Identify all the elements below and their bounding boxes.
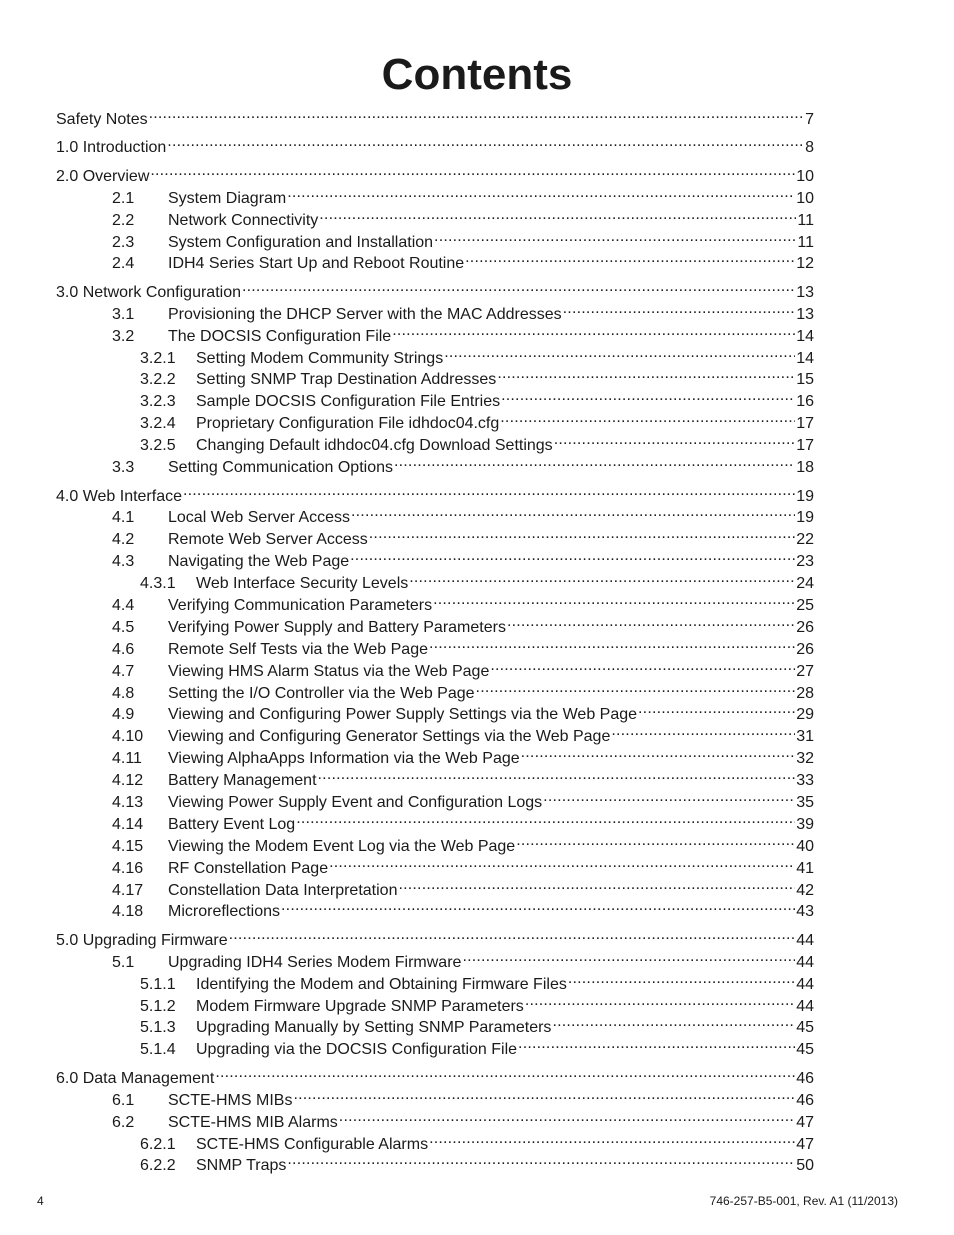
toc-entry-title: Upgrading Manually by Setting SNMP Parameters — [196, 1019, 552, 1037]
toc-entry-page: 27 — [796, 662, 814, 680]
toc-dot-leader — [552, 1011, 795, 1033]
toc-entry-title: Provisioning the DHCP Server with the MAC Addresses — [168, 305, 562, 323]
toc-entry-number: 5.1.4 — [140, 1041, 176, 1059]
toc-entry-title: Viewing AlphaApps Information via the Web Page — [168, 750, 520, 768]
toc-entry-title: Verifying Power Supply and Battery Parameters — [168, 618, 506, 636]
toc-dot-leader — [351, 501, 795, 523]
toc-entry-page: 32 — [796, 750, 814, 768]
toc-entry-page: 7 — [805, 110, 814, 128]
toc-entry-page: 44 — [796, 997, 814, 1015]
toc-dot-leader — [465, 247, 795, 269]
toc-entry-title: Viewing the Modem Event Log via the Web Page — [168, 837, 516, 855]
toc-dot-leader — [369, 522, 795, 544]
toc-dot-leader — [287, 1149, 795, 1171]
toc-entry-page: 19 — [796, 487, 814, 505]
toc-entry-number: 4.1 — [112, 509, 135, 527]
toc-entry-page: 47 — [796, 1113, 814, 1131]
toc-entry-title: Safety Notes — [56, 110, 148, 128]
toc-entry-number: 3.2.2 — [140, 371, 176, 389]
toc-entry-page: 28 — [796, 684, 814, 702]
toc-entry-title: Viewing Power Supply Event and Configuration Logs — [168, 793, 543, 811]
toc-entry-number: 3.2.4 — [140, 415, 176, 433]
toc-entry-title: 3.0 Network Configuration — [56, 283, 241, 301]
toc-dot-leader — [554, 428, 796, 450]
toc-entry-title: Battery Event Log — [168, 815, 296, 833]
toc-dot-leader — [215, 1061, 795, 1083]
toc-entry-number: 4.17 — [112, 881, 144, 899]
toc-entry-page: 23 — [796, 553, 814, 571]
toc-entry-title: Setting the I/O Controller via the Web Page — [168, 684, 475, 702]
toc-entry-title: IDH4 Series Start Up and Reboot Routine — [168, 255, 465, 273]
toc-entry-title: Local Web Server Access — [168, 509, 351, 527]
toc-dot-leader — [319, 203, 796, 225]
toc-dot-leader — [500, 406, 795, 428]
toc-entry-title: Network Connectivity — [168, 211, 319, 229]
toc-entry-page: 45 — [796, 1041, 814, 1059]
footer-document-id: 746-257-B5-001, Rev. A1 (11/2013) — [709, 1194, 898, 1208]
toc-entry-title: Remote Self Tests via the Web Page — [168, 640, 428, 658]
toc-entry-page: 11 — [797, 233, 814, 251]
toc-entry-page: 18 — [796, 459, 814, 477]
toc-entry-title: Proprietary Configuration File idhdoc04.cfg — [196, 415, 500, 433]
toc-entry-page: 44 — [796, 931, 814, 949]
toc-dot-leader — [476, 676, 796, 698]
toc-entry-page: 29 — [796, 706, 814, 724]
toc-entry-number: 3.2.5 — [140, 437, 176, 455]
toc-entry[interactable] — [56, 275, 814, 301]
toc-dot-leader — [229, 923, 796, 945]
toc-entry-page: 35 — [796, 793, 814, 811]
toc-entry-page: 14 — [796, 349, 814, 367]
toc-entry[interactable] — [56, 159, 814, 185]
toc-dot-leader — [409, 566, 795, 588]
toc-entry-title: Setting Communication Options — [168, 459, 393, 477]
toc-entry-number: 6.2.2 — [140, 1157, 176, 1175]
toc-entry-number: 6.2.1 — [140, 1135, 176, 1153]
toc-entry-page: 46 — [796, 1091, 814, 1109]
toc-entry-number: 3.1 — [112, 305, 135, 323]
toc-entry-title: Upgrading IDH4 Series Modem Firmware — [168, 953, 462, 971]
toc-entry-title: SNMP Traps — [196, 1157, 287, 1175]
toc-entry-page: 26 — [796, 618, 814, 636]
toc-entry-number: 4.10 — [112, 728, 144, 746]
toc-dot-leader — [183, 479, 795, 501]
toc-entry-title: Remote Web Server Access — [168, 531, 368, 549]
toc-dot-leader — [293, 1083, 795, 1105]
toc-entry-number: 4.2 — [112, 531, 135, 549]
toc-entry-number: 6.1 — [112, 1091, 135, 1109]
toc-entry-page: 39 — [796, 815, 814, 833]
toc-entry-title: Changing Default idhdoc04.cfg Download Settings — [196, 437, 553, 455]
toc-dot-leader — [521, 741, 796, 763]
toc-dot-leader — [568, 967, 795, 989]
toc-entry-page: 16 — [796, 393, 814, 411]
toc-entry-page: 46 — [796, 1069, 814, 1087]
toc-dot-leader — [296, 807, 795, 829]
page-title: Contents — [381, 50, 573, 99]
toc-entry-page: 47 — [796, 1135, 814, 1153]
toc-entry-page: 22 — [796, 531, 814, 549]
toc-entry-page: 10 — [796, 189, 814, 207]
toc-entry-number: 4.14 — [112, 815, 144, 833]
toc-entry-number: 4.6 — [112, 640, 135, 658]
toc-entry[interactable] — [56, 923, 814, 949]
toc-entry-page: 17 — [796, 437, 814, 455]
toc-entry-title: Identifying the Modem and Obtaining Firmware Files — [196, 975, 567, 993]
toc-dot-leader — [149, 102, 804, 124]
toc-entry-title: SCTE-HMS MIBs — [168, 1091, 293, 1109]
toc-dot-leader — [490, 654, 795, 676]
toc-entry-page: 15 — [796, 371, 814, 389]
toc-dot-leader — [516, 829, 795, 851]
toc-dot-leader — [167, 130, 804, 152]
toc-entry-page: 25 — [796, 596, 814, 614]
toc-entry-page: 44 — [796, 953, 814, 971]
toc-entry-title: 4.0 Web Interface — [56, 487, 182, 505]
toc-entry-number: 3.3 — [112, 459, 135, 477]
toc-entry-title: SCTE-HMS MIB Alarms — [168, 1113, 338, 1131]
toc-entry-page: 10 — [796, 167, 814, 185]
toc-dot-leader — [318, 763, 796, 785]
toc-entry[interactable] — [56, 181, 814, 207]
toc-dot-leader — [638, 698, 795, 720]
toc-entry-page: 45 — [796, 1019, 814, 1037]
toc-dot-leader — [398, 873, 795, 895]
toc-dot-leader — [429, 1127, 795, 1149]
toc-dot-leader — [429, 632, 795, 654]
toc-entry-title: Battery Management — [168, 772, 317, 790]
toc-entry-number: 4.7 — [112, 662, 135, 680]
toc-entry-number: 4.8 — [112, 684, 135, 702]
toc-dot-leader — [507, 610, 795, 632]
toc-entry-title: Viewing and Configuring Power Supply Settings via the Web Page — [168, 706, 638, 724]
toc-entry-title: Setting Modem Community Strings — [196, 349, 444, 367]
toc-entry-title: Modem Firmware Upgrade SNMP Parameters — [196, 997, 524, 1015]
toc-entry-title: 6.0 Data Management — [56, 1069, 215, 1087]
toc-entry-title: The DOCSIS Configuration File — [168, 327, 392, 345]
toc-entry-page: 33 — [796, 772, 814, 790]
toc-entry-title: System Diagram — [168, 189, 287, 207]
toc-entry-number: 4.5 — [112, 618, 135, 636]
toc-entry-title: Constellation Data Interpretation — [168, 881, 398, 899]
toc-entry-page: 24 — [796, 575, 814, 593]
toc-entry-number: 4.11 — [112, 750, 142, 768]
toc-entry-number: 4.13 — [112, 793, 144, 811]
toc-entry-title: Sample DOCSIS Configuration File Entries — [196, 393, 501, 411]
toc-entry-number: 2.4 — [112, 255, 135, 273]
toc-entry-title: 1.0 Introduction — [56, 139, 167, 157]
toc-entry[interactable] — [56, 130, 814, 157]
toc-entry-number: 5.1.2 — [140, 997, 176, 1015]
toc-entry[interactable] — [56, 102, 814, 128]
toc-dot-leader — [242, 275, 795, 297]
toc-entry-title: 5.0 Upgrading Firmware — [56, 931, 228, 949]
toc-entry-page: 8 — [805, 139, 814, 157]
toc-entry-title: Microreflections — [168, 903, 281, 921]
toc-dot-leader — [543, 785, 795, 807]
table-of-contents — [56, 102, 814, 1175]
toc-entry-title: Web Interface Security Levels — [196, 575, 409, 593]
toc-entry-page: 43 — [796, 903, 814, 921]
toc-entry-page: 42 — [796, 881, 814, 899]
toc-dot-leader — [287, 181, 795, 203]
toc-entry-title: Navigating the Web Page — [168, 553, 350, 571]
toc-entry-page: 31 — [796, 728, 814, 746]
toc-dot-leader — [434, 225, 796, 247]
toc-entry-page: 14 — [796, 327, 814, 345]
toc-entry-number: 4.4 — [112, 596, 135, 614]
toc-entry-number: 5.1.1 — [140, 975, 176, 993]
toc-dot-leader — [433, 588, 795, 610]
toc-dot-leader — [563, 297, 796, 319]
toc-entry-page: 19 — [796, 509, 814, 527]
toc-entry-page: 44 — [796, 975, 814, 993]
toc-dot-leader — [501, 384, 795, 406]
toc-dot-leader — [444, 341, 795, 363]
toc-dot-leader — [518, 1032, 795, 1054]
toc-entry-title: Verifying Communication Parameters — [168, 596, 433, 614]
toc-entry-number: 3.2.3 — [140, 393, 176, 411]
toc-dot-leader — [394, 450, 795, 472]
toc-entry-number: 5.1 — [112, 953, 135, 971]
toc-entry-title: 2.0 Overview — [56, 167, 150, 185]
toc-entry-page: 41 — [796, 859, 814, 877]
toc-entry-title: Setting SNMP Trap Destination Addresses — [196, 371, 497, 389]
toc-entry-title: RF Constellation Page — [168, 859, 329, 877]
toc-entry-page: 40 — [796, 837, 814, 855]
toc-entry-title: Viewing HMS Alarm Status via the Web Page — [168, 662, 490, 680]
footer-page-number: 4 — [37, 1194, 44, 1208]
toc-entry-number: 6.2 — [112, 1113, 135, 1131]
toc-entry-page: 17 — [796, 415, 814, 433]
toc-entry-title: Upgrading via the DOCSIS Configuration File — [196, 1041, 518, 1059]
toc-entry-title: System Configuration and Installation — [168, 233, 434, 251]
toc-dot-leader — [150, 159, 795, 181]
toc-dot-leader — [339, 1105, 795, 1127]
toc-entry-title: Viewing and Configuring Generator Settings via the Web Page — [168, 728, 611, 746]
toc-entry-number: 2.2 — [112, 211, 135, 229]
toc-entry-number: 3.2 — [112, 327, 135, 345]
toc-entry-number: 3.2.1 — [140, 349, 176, 367]
toc-entry-number: 4.18 — [112, 903, 144, 921]
toc-entry-page: 12 — [796, 255, 814, 273]
toc-dot-leader — [497, 363, 795, 385]
toc-entry-page: 26 — [796, 640, 814, 658]
toc-entry-number: 4.16 — [112, 859, 144, 877]
toc-entry-page: 50 — [796, 1157, 814, 1175]
toc-entry-number: 4.3 — [112, 553, 135, 571]
toc-dot-leader — [611, 719, 795, 741]
toc-entry[interactable] — [56, 479, 814, 505]
toc-entry-number: 4.3.1 — [140, 575, 176, 593]
toc-dot-leader — [392, 319, 795, 341]
toc-dot-leader — [462, 945, 795, 967]
toc-entry-number: 2.3 — [112, 233, 135, 251]
toc-entry-number: 4.9 — [112, 706, 135, 724]
toc-entry-number: 5.1.3 — [140, 1019, 176, 1037]
toc-entry-page: 13 — [796, 283, 814, 301]
toc-entry-number: 2.1 — [112, 189, 135, 207]
toc-dot-leader — [281, 895, 795, 917]
toc-dot-leader — [329, 851, 795, 873]
toc-entry[interactable] — [56, 1061, 814, 1087]
toc-entry-page: 13 — [796, 305, 814, 323]
toc-entry-page: 11 — [797, 211, 814, 229]
toc-entry-title: SCTE-HMS Configurable Alarms — [196, 1135, 429, 1153]
toc-dot-leader — [525, 989, 795, 1011]
toc-dot-leader — [350, 544, 795, 566]
toc-entry-number: 4.12 — [112, 772, 144, 790]
toc-entry-number: 4.15 — [112, 837, 144, 855]
